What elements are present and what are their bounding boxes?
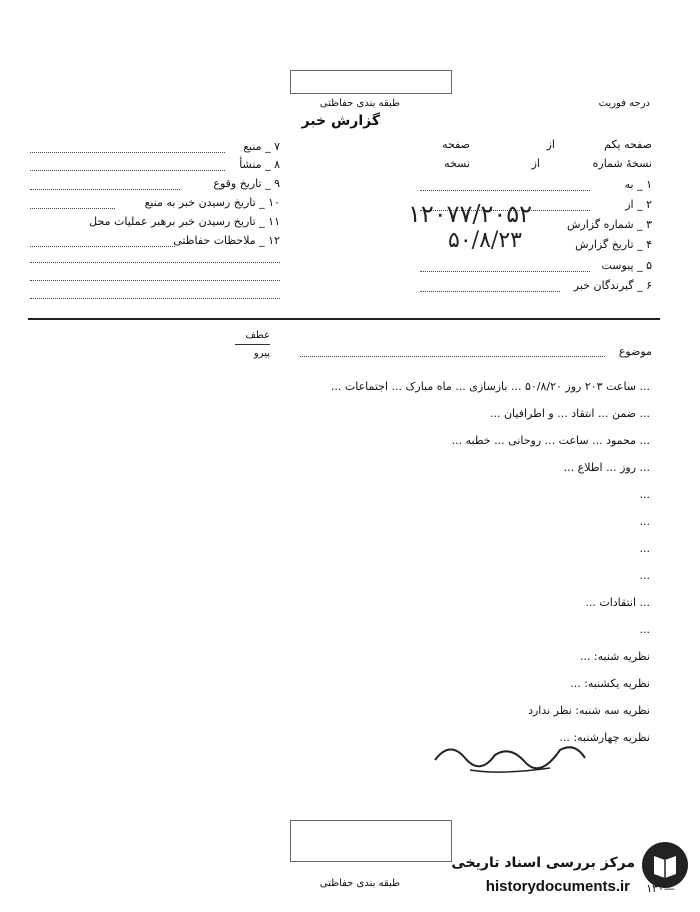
section-divider	[28, 318, 660, 320]
bottom-classification-label: طبقه بندی حفاظتی	[319, 878, 400, 889]
top-classification-stamp	[290, 70, 452, 94]
field-event-date: ۹ _ تاریخ وقوع	[213, 177, 280, 190]
blank-line-3	[30, 298, 280, 299]
body-line-3: ... محمود ... ساعت ... روحانی ... خطبه ...	[451, 434, 650, 447]
field-source-line	[30, 152, 225, 153]
body-line-5: ...	[639, 488, 650, 501]
body-line-10: ...	[639, 623, 650, 636]
follow-label: پیرو	[253, 348, 270, 359]
field-from: ۲ _ از	[625, 198, 652, 211]
body-line-9: ... انتقادات ...	[585, 596, 650, 609]
field-to: ۱ _ به	[624, 178, 652, 191]
field-received-source-line	[30, 208, 115, 209]
body-line-6: ...	[639, 515, 650, 528]
copy-from: از	[531, 157, 540, 170]
report-number-handwritten: ۱۲۰۷۷/۲۰۵۲	[407, 200, 533, 228]
blank-line-2	[30, 280, 280, 281]
body-line-4: ... روز ... اطلاع ...	[563, 461, 650, 474]
opinion-tuesday: نظریه سه شنبه: نظر ندارد	[528, 704, 650, 717]
field-to-line	[420, 190, 590, 191]
page-unit: صفحه	[442, 138, 470, 151]
field-attachment: ۵ _ پیوست	[601, 259, 652, 272]
page-code: ۱۳۰—	[646, 882, 675, 895]
field-event-date-line	[30, 189, 180, 190]
field-received-source: ۱۰ _ تاریخ رسیدن خبر به منبع	[144, 196, 280, 209]
bottom-classification-stamp	[290, 820, 452, 862]
body-line-2: ... ضمن ... انتقاد ... و اطرافیان ...	[489, 407, 650, 420]
field-notes-line	[30, 246, 175, 247]
field-origin-line	[30, 170, 225, 171]
subject-label: موضوع	[618, 345, 652, 358]
watermark-site: historydocuments.ir	[485, 878, 630, 895]
field-recipients-line	[420, 291, 560, 292]
watermark-org: مرکز بررسی اسناد تاریخی	[451, 855, 635, 871]
body-line-1: ... ساعت ۲۰۳ روز ۵۰/۸/۲۰ ... بازسازی ... ماه مبارک ... اجتماعات ...	[330, 380, 650, 393]
reference-label: عطف	[245, 330, 270, 341]
report-title: گزارش خبر	[301, 113, 380, 129]
field-recipients: ۶ _ گیرندگان خبر	[573, 279, 652, 292]
field-origin: ۸ _ منشأ	[239, 158, 280, 171]
top-classification-label: طبقه بندی حفاظتی	[319, 98, 400, 109]
field-attachment-line	[420, 271, 590, 272]
field-report-date: ۴ _ تاریخ گزارش	[575, 238, 652, 251]
field-received-chief: ۱۱ _ تاریخ رسیدن خبر برهبر عملیات محل	[89, 215, 280, 228]
opinion-saturday: نظریه شنبه: ...	[579, 650, 650, 663]
page-from: از	[546, 138, 555, 151]
field-notes: ۱۲ _ ملاحظات حفاظتی	[173, 234, 280, 247]
reference-underline	[235, 344, 270, 345]
opinion-wednesday: نظریه چهارشنبه: ...	[559, 731, 650, 744]
signature-scribble	[430, 730, 590, 780]
page-label: صفحه یکم	[604, 138, 652, 151]
opinion-sunday: نظریه یکشنبه: ...	[570, 677, 650, 690]
body-line-7: ...	[639, 542, 650, 555]
field-source: ۷ _ منبع	[243, 140, 280, 153]
urgency-label: درجه فوریت	[598, 98, 650, 109]
copy-unit: نسخه	[444, 157, 470, 170]
subject-line	[300, 356, 605, 357]
report-date-handwritten: ۵۰/۸/۲۳	[448, 228, 522, 253]
copy-label: نسخهٔ شماره	[592, 157, 652, 170]
blank-line-1	[30, 262, 280, 263]
body-line-8: ...	[639, 569, 650, 582]
field-report-number: ۳ _ شماره گزارش	[566, 218, 652, 231]
